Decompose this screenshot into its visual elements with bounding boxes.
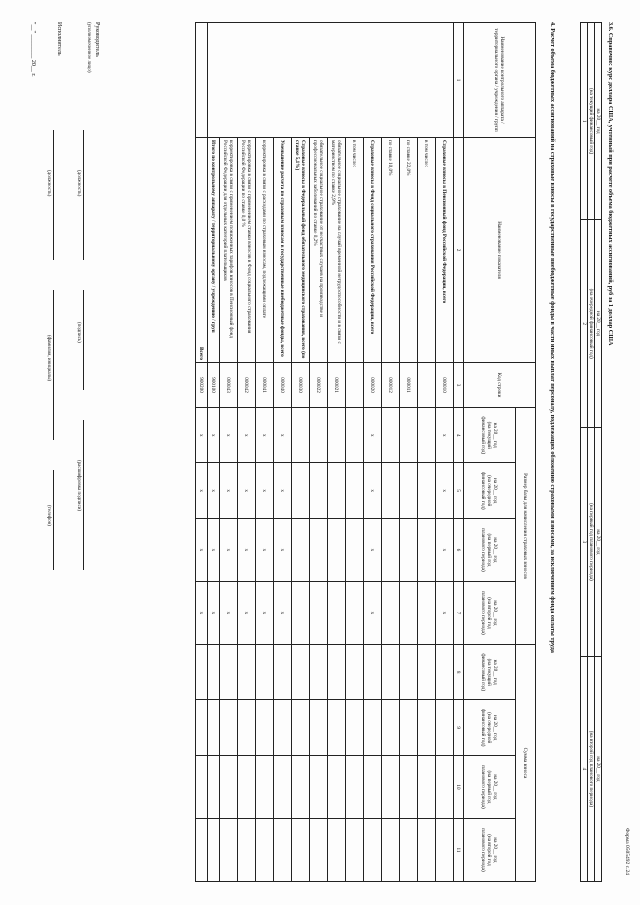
head-decoding-caption: (расшифровка подписи) xyxy=(76,460,81,512)
s36-period-cell: (на второй год планового периода) xyxy=(588,656,595,881)
value-cell[interactable] xyxy=(382,818,400,881)
value-cell[interactable] xyxy=(274,644,292,699)
col-code-header: Код строки xyxy=(464,363,536,408)
table-row xyxy=(256,23,274,882)
column-number-cell: 8 xyxy=(454,644,464,699)
s36-period-cell: (на текущий финансовый год) xyxy=(588,23,595,220)
row-code-cell: 000022 xyxy=(310,363,328,408)
s36-num-cell: 3 xyxy=(581,428,588,657)
head-sub: (уполномоченное лицо) xyxy=(86,22,91,73)
value-cell[interactable] xyxy=(418,755,436,818)
column-number-cell: 2 xyxy=(454,138,464,363)
value-cell[interactable] xyxy=(256,700,274,755)
value-cell[interactable]: x xyxy=(436,581,454,644)
period-header-line: (на второй год xyxy=(486,834,493,866)
value-cell[interactable]: x xyxy=(364,581,382,644)
table-row xyxy=(328,23,346,882)
s36-year-cell: на 20__ год xyxy=(595,656,602,881)
indicator-name-cell: Страховые взносы в Федеральный фонд обязательного медицинского страхования, всего (по ставке 5,1%) xyxy=(292,138,310,363)
value-cell[interactable] xyxy=(292,818,310,881)
period-header-line: (на первый год xyxy=(486,533,493,567)
col-base-group-header: Размер базы для начисления страховых взносов xyxy=(516,408,536,645)
org-name-cell[interactable] xyxy=(208,23,454,138)
indicator-name-cell: Всего xyxy=(196,138,208,363)
column-number-cell: 3 xyxy=(454,363,464,408)
period-header-line: планового периода) xyxy=(480,528,487,572)
value-cell[interactable] xyxy=(400,408,418,463)
period-header-line: финансовый год) xyxy=(480,708,487,747)
value-cell[interactable] xyxy=(238,818,256,881)
period-header-cell xyxy=(464,818,516,881)
value-cell[interactable] xyxy=(436,700,454,755)
period-header-line: финансовый год) xyxy=(480,416,487,455)
value-cell[interactable]: x xyxy=(220,581,238,644)
value-cell[interactable] xyxy=(346,581,364,644)
table-row xyxy=(238,23,256,882)
row-code-cell: 000012 xyxy=(382,363,400,408)
value-cell[interactable] xyxy=(208,818,220,881)
period-header-line: на 20__ год xyxy=(492,600,499,626)
value-cell[interactable]: x xyxy=(436,408,454,463)
value-cell[interactable] xyxy=(328,644,346,699)
col-sum-group-header: Сумма взноса xyxy=(516,644,536,881)
indicator-name-cell: Итого по контрольному аппарату / территориальному органу / учреждению / груп xyxy=(208,138,220,363)
form-code: Форма 0505492 с.24 xyxy=(624,828,630,875)
value-cell[interactable]: x xyxy=(274,518,292,581)
executor-position-line[interactable] xyxy=(53,130,54,260)
period-header-line: (на первый год xyxy=(486,770,493,804)
value-cell[interactable] xyxy=(310,581,328,644)
value-cell[interactable] xyxy=(208,700,220,755)
table-row xyxy=(274,23,292,882)
period-header-line: на 20__ год xyxy=(492,774,499,800)
value-cell[interactable] xyxy=(310,700,328,755)
value-cell[interactable]: x xyxy=(220,463,238,518)
value-cell[interactable]: x xyxy=(274,408,292,463)
value-cell[interactable] xyxy=(382,408,400,463)
period-header-line: на 20__ год xyxy=(492,422,499,448)
value-cell[interactable] xyxy=(400,518,418,581)
indicator-name-cell: обязательное социальное страхование от несчастных случаев на производстве и профессиональных заболеваний по ставке 0,2% xyxy=(310,138,328,363)
row-code-cell: 000030 xyxy=(292,363,310,408)
row-code-cell xyxy=(418,363,436,408)
indicator-name-cell: Уменьшение расчета по страховым взносам в государственные внебюджетные фонды, всего xyxy=(274,138,292,363)
value-cell[interactable] xyxy=(364,818,382,881)
value-cell[interactable] xyxy=(364,755,382,818)
period-header-line: финансовый год) xyxy=(480,471,487,510)
value-cell[interactable] xyxy=(418,518,436,581)
value-cell[interactable] xyxy=(418,644,436,699)
s36-period-cell: (на первый год планового периода) xyxy=(588,428,595,657)
value-cell[interactable] xyxy=(208,755,220,818)
s36-num-cell: 2 xyxy=(581,220,588,428)
value-cell[interactable] xyxy=(346,818,364,881)
period-header-cell xyxy=(464,644,516,699)
table-row xyxy=(310,23,328,882)
period-header-line: (на текущий xyxy=(486,421,493,449)
value-cell[interactable] xyxy=(292,700,310,755)
value-cell[interactable]: x xyxy=(196,408,208,463)
value-cell[interactable]: x xyxy=(256,518,274,581)
period-header-line: на 20__ год xyxy=(492,659,499,685)
column-number-cell: 6 xyxy=(454,518,464,581)
value-cell[interactable] xyxy=(256,755,274,818)
s36-period-cell: (на очередной финансовый год) xyxy=(588,220,595,428)
value-cell[interactable] xyxy=(436,755,454,818)
value-cell[interactable]: x xyxy=(238,408,256,463)
period-header-line: планового периода) xyxy=(480,765,487,809)
head-signature-caption: (подпись) xyxy=(76,322,81,343)
column-number-cell: 5 xyxy=(454,463,464,518)
period-header-line: на 20__ год xyxy=(492,837,499,863)
period-header-cell xyxy=(464,518,516,581)
value-cell[interactable] xyxy=(238,644,256,699)
indicator-name-cell: Страховые взносы в Пенсионный фонд Российской Федерации, всего xyxy=(436,138,454,363)
executor-phone-caption: (телефон) xyxy=(46,505,51,526)
org-name-cell-total xyxy=(196,23,208,138)
row-code-cell: 000042 xyxy=(238,363,256,408)
period-header-cell xyxy=(464,463,516,518)
table-row xyxy=(418,23,436,882)
table-row xyxy=(196,23,208,882)
head-position-caption: (должность) xyxy=(76,170,81,197)
value-cell[interactable] xyxy=(328,463,346,518)
executor-phone-line[interactable] xyxy=(53,470,54,570)
value-cell[interactable] xyxy=(274,818,292,881)
value-cell[interactable] xyxy=(220,818,238,881)
value-cell[interactable] xyxy=(238,755,256,818)
value-cell[interactable] xyxy=(346,755,364,818)
value-cell[interactable]: x xyxy=(208,463,220,518)
indicator-name-cell: обязательное социальное страхование на случай временной нетрудоспособности и в связи с материнством по ставке 2,9% xyxy=(328,138,346,363)
row-code-cell: 000040 xyxy=(274,363,292,408)
value-cell[interactable] xyxy=(220,644,238,699)
executor-label: Исполнитель xyxy=(56,22,62,56)
table-row xyxy=(346,23,364,882)
value-cell[interactable]: x xyxy=(208,408,220,463)
signature-date[interactable]: "__" ________ 20__ г. xyxy=(30,22,36,77)
value-cell[interactable] xyxy=(418,463,436,518)
column-number-cell: 4 xyxy=(454,408,464,463)
value-cell[interactable] xyxy=(346,700,364,755)
indicator-name-cell: корректировка в связи с применением пониженных тарифов взносов в Пенсионный фонд Российской Федерации для отдельных категорий плательщиков xyxy=(220,138,238,363)
executor-position-caption: (должность) xyxy=(46,170,51,197)
value-cell[interactable]: x xyxy=(274,581,292,644)
period-header-cell xyxy=(464,700,516,755)
value-cell[interactable] xyxy=(238,700,256,755)
value-cell[interactable]: x xyxy=(220,518,238,581)
value-cell[interactable]: x xyxy=(196,518,208,581)
value-cell[interactable]: x xyxy=(196,581,208,644)
value-cell[interactable] xyxy=(220,700,238,755)
table-row xyxy=(220,23,238,882)
indicator-name-cell: по ставке 10,0% xyxy=(382,138,400,363)
value-cell[interactable] xyxy=(328,755,346,818)
period-header-line: финансовый год) xyxy=(480,653,487,692)
column-number-cell: 10 xyxy=(454,755,464,818)
period-header-cell xyxy=(464,581,516,644)
value-cell[interactable] xyxy=(400,581,418,644)
row-code-cell: 900100 xyxy=(208,363,220,408)
row-code-cell: 000020 xyxy=(364,363,382,408)
s36-year-cell: на 20__ год xyxy=(595,23,602,220)
value-cell[interactable]: x xyxy=(364,463,382,518)
section36-table xyxy=(580,22,602,882)
value-cell[interactable]: x xyxy=(436,463,454,518)
value-cell[interactable] xyxy=(328,818,346,881)
value-cell[interactable] xyxy=(328,408,346,463)
period-header-line: планового периода) xyxy=(480,591,487,635)
s36-num-cell: 1 xyxy=(581,23,588,220)
value-cell[interactable] xyxy=(328,700,346,755)
value-cell[interactable] xyxy=(196,644,208,699)
value-cell[interactable] xyxy=(220,755,238,818)
value-cell[interactable] xyxy=(382,644,400,699)
value-cell[interactable] xyxy=(382,755,400,818)
value-cell[interactable]: x xyxy=(436,518,454,581)
value-cell[interactable] xyxy=(196,700,208,755)
value-cell[interactable]: x xyxy=(364,408,382,463)
value-cell[interactable] xyxy=(400,755,418,818)
value-cell[interactable] xyxy=(400,700,418,755)
period-header-line: (на второй год xyxy=(486,597,493,629)
value-cell[interactable]: x xyxy=(256,408,274,463)
period-header-line: (на текущий xyxy=(486,658,493,686)
indicator-name-cell: корректировка в связи с расходами по страховым взносам, подлежащими оплате xyxy=(256,138,274,363)
value-cell[interactable] xyxy=(292,463,310,518)
value-cell[interactable] xyxy=(400,644,418,699)
s36-num-cell: 4 xyxy=(581,656,588,881)
executor-fio-line[interactable] xyxy=(53,290,54,440)
period-header-line: на 20__ год xyxy=(492,478,499,504)
value-cell[interactable] xyxy=(382,581,400,644)
column-number-cell: 7 xyxy=(454,581,464,644)
value-cell[interactable] xyxy=(346,463,364,518)
value-cell[interactable] xyxy=(310,755,328,818)
value-cell[interactable] xyxy=(256,644,274,699)
value-cell[interactable] xyxy=(364,644,382,699)
table-row xyxy=(382,23,400,882)
value-cell[interactable]: x xyxy=(238,463,256,518)
section4-table xyxy=(195,22,536,882)
value-cell[interactable] xyxy=(292,581,310,644)
value-cell[interactable] xyxy=(382,463,400,518)
value-cell[interactable] xyxy=(400,818,418,881)
col-org-header: Наименование контрольного аппарата / территориального органа / учреждения / групп xyxy=(464,23,536,138)
row-code-cell: 000041 xyxy=(256,363,274,408)
indicator-name-cell: в том числе: xyxy=(346,138,364,363)
head-label: Руководитель xyxy=(94,22,100,57)
table-row xyxy=(400,23,418,882)
value-cell[interactable] xyxy=(418,700,436,755)
row-code-cell: 000010 xyxy=(436,363,454,408)
value-cell[interactable]: x xyxy=(208,518,220,581)
value-cell[interactable]: x xyxy=(256,463,274,518)
value-cell[interactable] xyxy=(382,518,400,581)
period-header-line: на 20__ год xyxy=(492,715,499,741)
value-cell[interactable] xyxy=(310,818,328,881)
value-cell[interactable]: x xyxy=(364,518,382,581)
row-code-cell: 000021 xyxy=(328,363,346,408)
indicator-name-cell: корректировка в связи с применением ставки взносов в Фонд социального страхования Российской Федерации по ставке 0,0 % xyxy=(238,138,256,363)
table-row xyxy=(364,23,382,882)
value-cell[interactable] xyxy=(196,755,208,818)
value-cell[interactable] xyxy=(208,644,220,699)
executor-fio-caption: (фамилия, инициалы) xyxy=(46,335,51,382)
period-header-cell xyxy=(464,408,516,463)
col-indicator-header: Наименование показателя xyxy=(464,138,536,363)
column-number-cell: 11 xyxy=(454,818,464,881)
value-cell[interactable] xyxy=(328,581,346,644)
s36-year-cell: на 20__ год xyxy=(595,220,602,428)
value-cell[interactable] xyxy=(292,755,310,818)
head-position-line[interactable] xyxy=(83,130,84,260)
value-cell[interactable] xyxy=(346,408,364,463)
value-cell[interactable] xyxy=(418,408,436,463)
value-cell[interactable] xyxy=(418,581,436,644)
value-cell[interactable]: x xyxy=(274,463,292,518)
value-cell[interactable] xyxy=(328,518,346,581)
row-code-cell: 900200 xyxy=(196,363,208,408)
value-cell[interactable] xyxy=(292,518,310,581)
value-cell[interactable]: x xyxy=(196,463,208,518)
indicator-name-cell: Страховые взносы в Фонд социального страхования Российской Федерации, всего xyxy=(364,138,382,363)
value-cell[interactable] xyxy=(436,644,454,699)
value-cell[interactable] xyxy=(346,644,364,699)
column-number-cell: 9 xyxy=(454,700,464,755)
section36-title: 3.6. Справочно: курс доллара США, учтенный при расчете объема бюджетных ассигнований, руб за 1 доллар США xyxy=(607,22,614,346)
s36-year-cell: на 20__ год xyxy=(595,428,602,657)
value-cell[interactable] xyxy=(346,518,364,581)
row-code-cell: 000043 xyxy=(220,363,238,408)
value-cell[interactable] xyxy=(382,700,400,755)
value-cell[interactable] xyxy=(436,818,454,881)
value-cell[interactable] xyxy=(418,818,436,881)
table-row xyxy=(208,23,220,882)
value-cell[interactable]: x xyxy=(208,581,220,644)
value-cell[interactable] xyxy=(274,755,292,818)
indicator-name-cell: в том числе: xyxy=(418,138,436,363)
table-row xyxy=(436,23,454,882)
period-header-line: на 20__ год xyxy=(492,537,499,563)
value-cell[interactable] xyxy=(256,818,274,881)
row-code-cell: 000011 xyxy=(400,363,418,408)
value-cell[interactable] xyxy=(310,408,328,463)
value-cell[interactable] xyxy=(292,408,310,463)
section4-title: 4. Расчет объема бюджетных ассигнований на страховые взносы в государственные внебюджетные фонды в части иных выплат персоналу, подлежащих обложению страховыми взносами, за исключением фонда оплаты труда xyxy=(549,22,556,653)
row-code-cell xyxy=(346,363,364,408)
table-row xyxy=(292,23,310,882)
value-cell[interactable] xyxy=(310,644,328,699)
period-header-line: планового периода) xyxy=(480,828,487,872)
value-cell[interactable]: x xyxy=(220,408,238,463)
value-cell[interactable] xyxy=(292,644,310,699)
period-header-cell xyxy=(464,755,516,818)
column-number-cell: 1 xyxy=(454,23,464,138)
indicator-name-cell: по ставке 22,0% xyxy=(400,138,418,363)
value-cell[interactable]: x xyxy=(238,518,256,581)
value-cell[interactable] xyxy=(310,518,328,581)
value-cell[interactable] xyxy=(364,700,382,755)
period-header-line: (на очередной xyxy=(486,712,493,744)
value-cell[interactable] xyxy=(310,463,328,518)
head-signature-line[interactable] xyxy=(83,290,84,390)
head-decoding-line[interactable] xyxy=(83,420,84,570)
value-cell[interactable]: x xyxy=(238,581,256,644)
value-cell[interactable]: x xyxy=(256,581,274,644)
value-cell[interactable] xyxy=(274,700,292,755)
value-cell[interactable] xyxy=(196,818,208,881)
value-cell[interactable] xyxy=(400,463,418,518)
period-header-line: (на очередной xyxy=(486,475,493,507)
